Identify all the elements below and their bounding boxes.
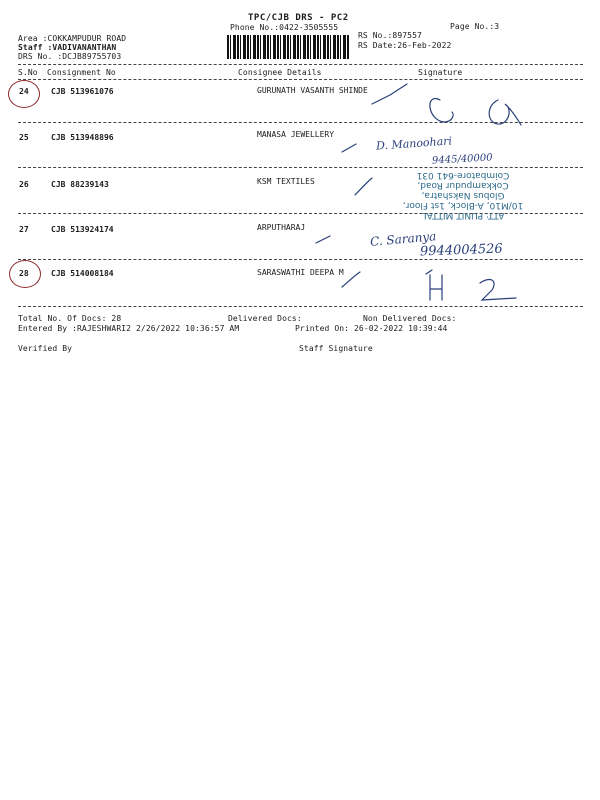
handwritten-name: C. Saranya	[369, 229, 437, 249]
row-consignment: CJB 513961076	[51, 87, 114, 96]
col-consignee: Consignee Details	[238, 68, 322, 77]
row-sno: 28	[19, 269, 29, 278]
row-consignment: CJB 513948896	[51, 133, 114, 142]
stamp-line: ATT: PUNIT MITTAL	[421, 210, 505, 220]
entered-by: Entered By :RAJESHWARI2 2/26/2022 10:36:57 AM	[18, 324, 240, 333]
col-sno: S.No	[18, 68, 38, 77]
col-signature: Signature	[418, 68, 463, 77]
stamp-line: Cokkampudur Road,	[417, 180, 509, 190]
page-number: Page No.:3	[450, 22, 500, 31]
stamp-line: Coimbatore-641 031	[416, 170, 510, 180]
row-consignee: KSM TEXTILES	[257, 177, 315, 186]
stamp-line: 10/M10, A-Block, 1st Floor,	[402, 200, 524, 210]
area: Area :COKKAMPUDUR ROAD	[18, 34, 127, 43]
verified-by: Verified By	[18, 344, 73, 353]
non-delivered-docs: Non Delivered Docs:	[363, 314, 457, 323]
row-consignment: CJB 88239143	[51, 180, 109, 189]
row-consignee: GURUNATH VASANTH SHINDE	[257, 86, 368, 95]
delivered-docs: Delivered Docs:	[228, 314, 302, 323]
row-consignment: CJB 513924174	[51, 225, 114, 234]
staff-signature: Staff Signature	[299, 344, 373, 353]
handwritten-name: D. Manoohari	[375, 134, 453, 153]
row-sno: 27	[19, 225, 29, 234]
total-docs: Total No. Of Docs: 28	[18, 314, 122, 323]
row-consignment: CJB 514008184	[51, 269, 114, 278]
row-sno: 24	[19, 87, 29, 96]
row-consignee: MANASA JEWELLERY	[257, 130, 335, 139]
col-consignment: Consignment No	[47, 68, 116, 77]
row-sno: 25	[19, 133, 29, 142]
handwritten-phone: 9445/40000	[431, 152, 493, 167]
handwritten-phone: 9944004526	[419, 241, 503, 260]
row-sno: 26	[19, 180, 29, 189]
stamp-line: Globus Nakshatra,	[421, 190, 505, 200]
row-consignee: SARASWATHI DEEPA M	[257, 268, 344, 277]
rs-date: RS Date:26-Feb-2022	[358, 41, 452, 50]
rs-number: RS No.:897557	[358, 31, 422, 40]
phone-number: Phone No.:0422-3505555	[230, 23, 339, 32]
row-consignee: ARPUTHARAJ	[257, 223, 306, 232]
drs-number: DRS No. :DCJB89755703	[18, 52, 122, 61]
printed-on: Printed On: 26-02-2022 10:39:44	[295, 324, 448, 333]
staff-name: Staff :VADIVANANTHAN	[18, 43, 117, 52]
report-title: TPC/CJB DRS - PC2	[248, 13, 349, 23]
